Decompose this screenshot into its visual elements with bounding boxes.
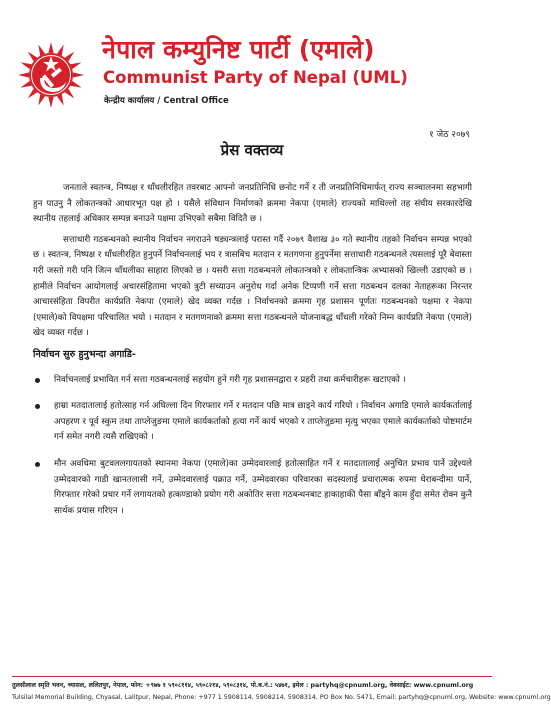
section-subheading: निर्वाचन सुरु हुनुभन्दा अगाडि- (33, 348, 136, 360)
org-name-nepali: नेपाल कम्युनिष्ट पार्टी (एमाले) (102, 35, 375, 64)
list-item (33, 399, 472, 446)
body-paragraph: सत्ताधारी गठबन्धनको स्थानीय निर्वाचन नगराउने षड्यन्त्रलाई परास्त गर्दै २०७९ वैशाख ३० गते स्थानीय तहको निर्वाचन सम्पन्न भएको छ । स्वतन्त्र, निष्पक्ष र धाँधलीरहित हुनुपर्ने निर्वाचनलाई भय र त्रासबिच मतदान र मतगणना हुनुपर्नेमा सत्ताधारी गठबन्धनले त्यसलाई पूरै बेवास्ता गरी जस्तो गरी पनि जित्न धाँधलीका साहारा लिएको छ । यसरी सत्ता गठबन्धनले लोकतन्त्रको र लोकतान्त्रिक अभ्यासको खिल्ली उडाएको छ । हामीले निर्वाचन आयोगलाई अचारसंहितामा भएको त्रुटी सच्याउन अनुरोध गर्दा अनेक टिप्पणी गर्ने सत्ता गठबन्धन दलका नेताहरूका निरन्तर आचारसंहिता विपरीत कार्यप्रति नेकपा (एमाले) खेद व्यक्त गर्दछ । निर्वाचनको क्रममा गृह प्रशासन पूर्णतः गठबन्धनको पक्षमा र नेकपा (एमाले)को विपक्षमा परिचालित भयो । मतदान र मतगणनाको क्रममा सत्ता गठबन्धनले योजनाबद्ध धाँधली गरेको निम्न कार्यप्रति नेकपा (एमाले) खेद व्यक्त गर्दछ । (33, 234, 472, 339)
list-item-text: निर्वाचनलाई प्रभावित गर्न सत्ता गठबन्धनलाई सहयोग हुने गरी गृह प्रशासनद्वारा र प्रहरी तथा कर्मचारीहरू खटाएको । (54, 374, 406, 385)
footer-divider (12, 676, 492, 677)
logo-sun-ray (18, 72, 29, 77)
bullet-icon (35, 404, 40, 409)
bullet-icon (35, 462, 40, 467)
body-paragraph: जनताले स्वतन्त्र, निष्पक्ष र धाँधलीरहित तवरबाट आफ्नो जनप्रतिनिधि छनोट गर्ने र ती जनप्रतिनिधिमार्फत् राज्य सञ्चालनमा सहभागी हुन पाउनु नै लोकतन्त्रको आधारभूत पक्ष हो । यसैले संविधान निर्माणको क्रममा नेकपा (एमाले) राज्यको माथिल्लो तह संघीय सरकारदेखि स्थानीय तहलाई अधिकार सम्पन्न बनाउने पक्षमा उभिएको सबैमा विदितै छ । (33, 183, 472, 225)
bullet-icon (35, 378, 40, 383)
list-item-text: हाम्रा मतदातालाई हतोत्साह गर्न अघिल्ला दिन गिरफ्तार गर्ने र मतदान पछि मात्र छाड्ने कार्य गरियो । निर्वाचन अगाडि एमाले कार्यकर्तालाई अपहरण र पूर्व स्कुम तथा ताप्लेजुङमा एमाले कार्यकर्ताको हत्या गर्ने कार्य भएको र ताप्लेजुङमा मृत्यु भएका एमाले कार्यकर्ताको पोष्टमार्टम गर्न समेत नगरी त्यसै राखिएको । (54, 401, 472, 443)
letterhead (0, 0, 504, 118)
footer-address-english: Tulsilal Memorial Building, Chyasal, Lalitpur, Nepal, Phone: +977 1 5908114, 5908214, 5908314, PO Box No. 5471, Email: partyhq@cpnuml.org, Website: www.cpnuml.org (12, 694, 551, 701)
document-title: प्रेस वक्तव्य (220, 141, 284, 159)
org-name-english: Communist Party of Nepal (UML) (103, 68, 408, 87)
list-item-text: मौन अवधिमा बुटवललगायतको स्थानमा नेकपा (एमाले)का उम्मेदवारलाई हतोत्साहित गर्ने र मतदातालाई अनुचित प्रभाव पार्ने उद्देश्यले उम्मेदवारको गाडी खानतलासी गर्ने, उम्मेदवारलाई पक्राउ गर्ने, उम्मेदवारका परिवारका सदस्यलाई प्रचारात्मक रुपमा घेराबन्दीमा पार्ने, गिरफ्तार गरेको प्रचार गर्ने लगायतको हत्कण्डाको प्रयोग गरी अकोतिर सत्ता गठबन्धनबाट हाकाहाकी पैसा बाँड्ने काम हुँदा समेत रोक्न कुनै सार्थक प्रयास गरिएन । (54, 458, 472, 516)
document-body (33, 181, 472, 530)
document-date: १ जेठ २०७९ (428, 130, 470, 140)
list-item (33, 373, 472, 389)
bullet-list (33, 373, 472, 520)
list-item (33, 457, 472, 519)
logo-sun-ray (48, 42, 53, 53)
footer-address-nepali: तुलसीलाल स्मृति भवन, च्यासल, ललितपुर, नेपाल, फोन: +९७७ १ ५९०८११४, ५९०८२१४, ५९०८३१४, पो.ब.नं.: ५४७१, इमेल : partyhq@cpnuml.org, वेबसाईट: www.cpnuml.org (12, 682, 474, 689)
uml-logo-icon (16, 40, 86, 110)
logo-sun-ray (48, 97, 53, 108)
logo-sun-ray (73, 72, 84, 77)
office-label: केन्द्रीय कार्यालय / Central Office (104, 96, 229, 106)
